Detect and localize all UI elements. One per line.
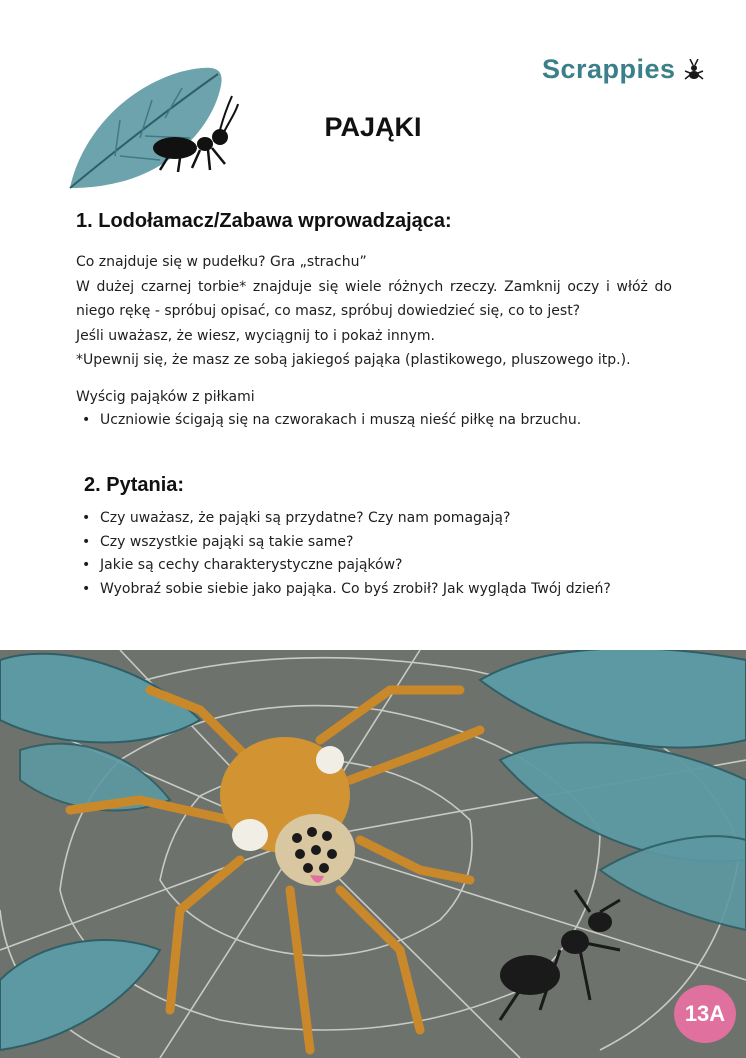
page-title: PAJĄKI <box>324 112 422 142</box>
paragraph-game-reveal: Jeśli uważasz, że wiesz, wyciągnij to i pokaż innym. <box>76 327 435 344</box>
section-1-body <box>76 250 672 373</box>
logo-ant-icon <box>684 59 704 83</box>
list-item: • Czy uważasz, że pająki są przydatne? Czy nam pomagają? <box>76 507 672 531</box>
paragraph-game-description: W dużej czarnej torbie* znajduje się wiele różnych rzeczy. Zamknij oczy i włóż do niego rękę - spróbuj opisać, co masz, spróbuj dowiedzieć się, co to jest? <box>76 278 672 319</box>
brand-logo <box>542 54 704 85</box>
spider-web-illustration <box>0 650 746 1058</box>
page-number-badge: 13A <box>674 985 736 1043</box>
paragraph-game-title: Co znajduje się w pudełku? Gra „strachu” <box>76 254 367 270</box>
list-item: • Jakie są cechy charakterystyczne pająków? <box>76 554 672 578</box>
list-item: • Wyobraź sobie siebie jako pająka. Co byś zrobił? Jak wygląda Twój dzień? <box>76 578 672 602</box>
questions-list <box>76 507 672 601</box>
list-item: • Czy wszystkie pająki są takie same? <box>76 531 672 555</box>
race-title: Wyścig pająków z piłkami <box>76 389 255 405</box>
paragraph-game-note: *Upewnij się, że masz ze sobą jakiegoś pająka (plastikowego, pluszowego itp.). <box>76 352 631 368</box>
section-1-heading: 1. Lodołamacz/Zabawa wprowadzająca: <box>76 210 452 232</box>
logo-text: Scrappies <box>542 54 676 84</box>
race-list <box>76 409 672 433</box>
section-2-heading: 2. Pytania: <box>84 474 185 496</box>
list-item: • Uczniowie ścigają się na czworakach i muszą nieść piłkę na brzuchu. <box>76 409 672 433</box>
